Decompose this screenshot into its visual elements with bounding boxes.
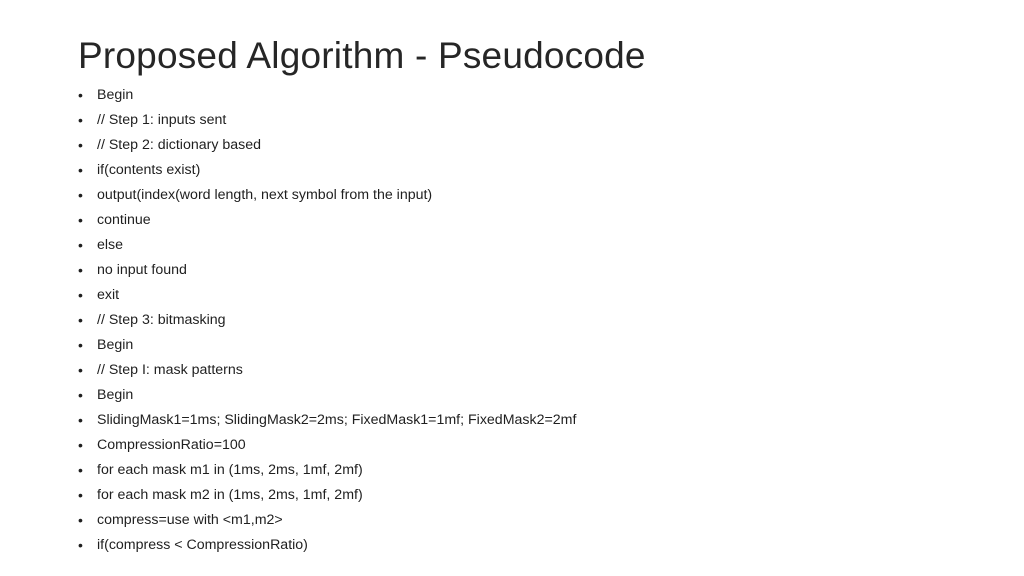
list-item bbox=[78, 458, 576, 483]
list-item-text: // Step 1: inputs sent bbox=[97, 112, 227, 128]
list-item-text: // Step 2: dictionary based bbox=[97, 137, 262, 153]
list-item bbox=[78, 233, 576, 258]
list-item-text: no input found bbox=[97, 262, 187, 278]
bullet-icon: • bbox=[78, 212, 83, 228]
bullet-icon: • bbox=[78, 512, 83, 528]
bullet-icon: • bbox=[78, 137, 83, 153]
bullet-icon: • bbox=[78, 412, 83, 428]
list-item bbox=[78, 308, 576, 333]
list-item bbox=[78, 133, 576, 158]
bullet-icon: • bbox=[78, 437, 83, 453]
list-item-text: if(contents exist) bbox=[97, 162, 201, 178]
bullet-icon: • bbox=[78, 362, 83, 378]
list-item bbox=[78, 483, 576, 508]
bullet-icon: • bbox=[78, 162, 83, 178]
list-item-text: // Step 3: bitmasking bbox=[97, 312, 226, 328]
list-item-text: SlidingMask1=1ms; SlidingMask2=2ms; FixedMask1=1mf; FixedMask2=2mf bbox=[97, 412, 577, 428]
bullet-icon: • bbox=[78, 112, 83, 128]
list-item bbox=[78, 533, 576, 558]
list-item-text: Begin bbox=[97, 387, 134, 403]
list-item-text: exit bbox=[97, 287, 120, 303]
list-item bbox=[78, 283, 576, 308]
list-item-text: output(index(word length, next symbol from the input) bbox=[97, 187, 433, 203]
list-item bbox=[78, 333, 576, 358]
list-item bbox=[78, 433, 576, 458]
bullet-icon: • bbox=[78, 487, 83, 503]
bullet-icon: • bbox=[78, 187, 83, 203]
list-item-text: for each mask m1 in (1ms, 2ms, 1mf, 2mf) bbox=[97, 462, 363, 478]
list-item bbox=[78, 508, 576, 533]
list-item bbox=[78, 408, 576, 433]
bullet-icon: • bbox=[78, 312, 83, 328]
list-item-text: else bbox=[97, 237, 124, 253]
list-item-text: Begin bbox=[97, 87, 134, 103]
list-item-text: CompressionRatio=100 bbox=[97, 437, 246, 453]
bullet-icon: • bbox=[78, 237, 83, 253]
pseudocode-bullet-list bbox=[78, 83, 576, 558]
list-item-text: for each mask m2 in (1ms, 2ms, 1mf, 2mf) bbox=[97, 487, 363, 503]
list-item-text: Begin bbox=[97, 337, 134, 353]
list-item-text: continue bbox=[97, 212, 151, 228]
bullet-icon: • bbox=[78, 387, 83, 403]
list-item-text: compress=use with <m1,m2> bbox=[97, 512, 283, 528]
list-item bbox=[78, 358, 576, 383]
list-item bbox=[78, 158, 576, 183]
slide-title: Proposed Algorithm - Pseudocode bbox=[78, 35, 646, 76]
bullet-icon: • bbox=[78, 262, 83, 278]
bullet-icon: • bbox=[78, 337, 83, 353]
bullet-icon: • bbox=[78, 537, 83, 553]
bullet-icon: • bbox=[78, 87, 83, 103]
bullet-icon: • bbox=[78, 462, 83, 478]
list-item bbox=[78, 108, 576, 133]
list-item bbox=[78, 183, 576, 208]
list-item bbox=[78, 383, 576, 408]
list-item-text: if(compress < CompressionRatio) bbox=[97, 537, 308, 553]
list-item bbox=[78, 208, 576, 233]
list-item-text: // Step I: mask patterns bbox=[97, 362, 243, 378]
bullet-icon: • bbox=[78, 287, 83, 303]
list-item bbox=[78, 258, 576, 283]
list-item bbox=[78, 83, 576, 108]
